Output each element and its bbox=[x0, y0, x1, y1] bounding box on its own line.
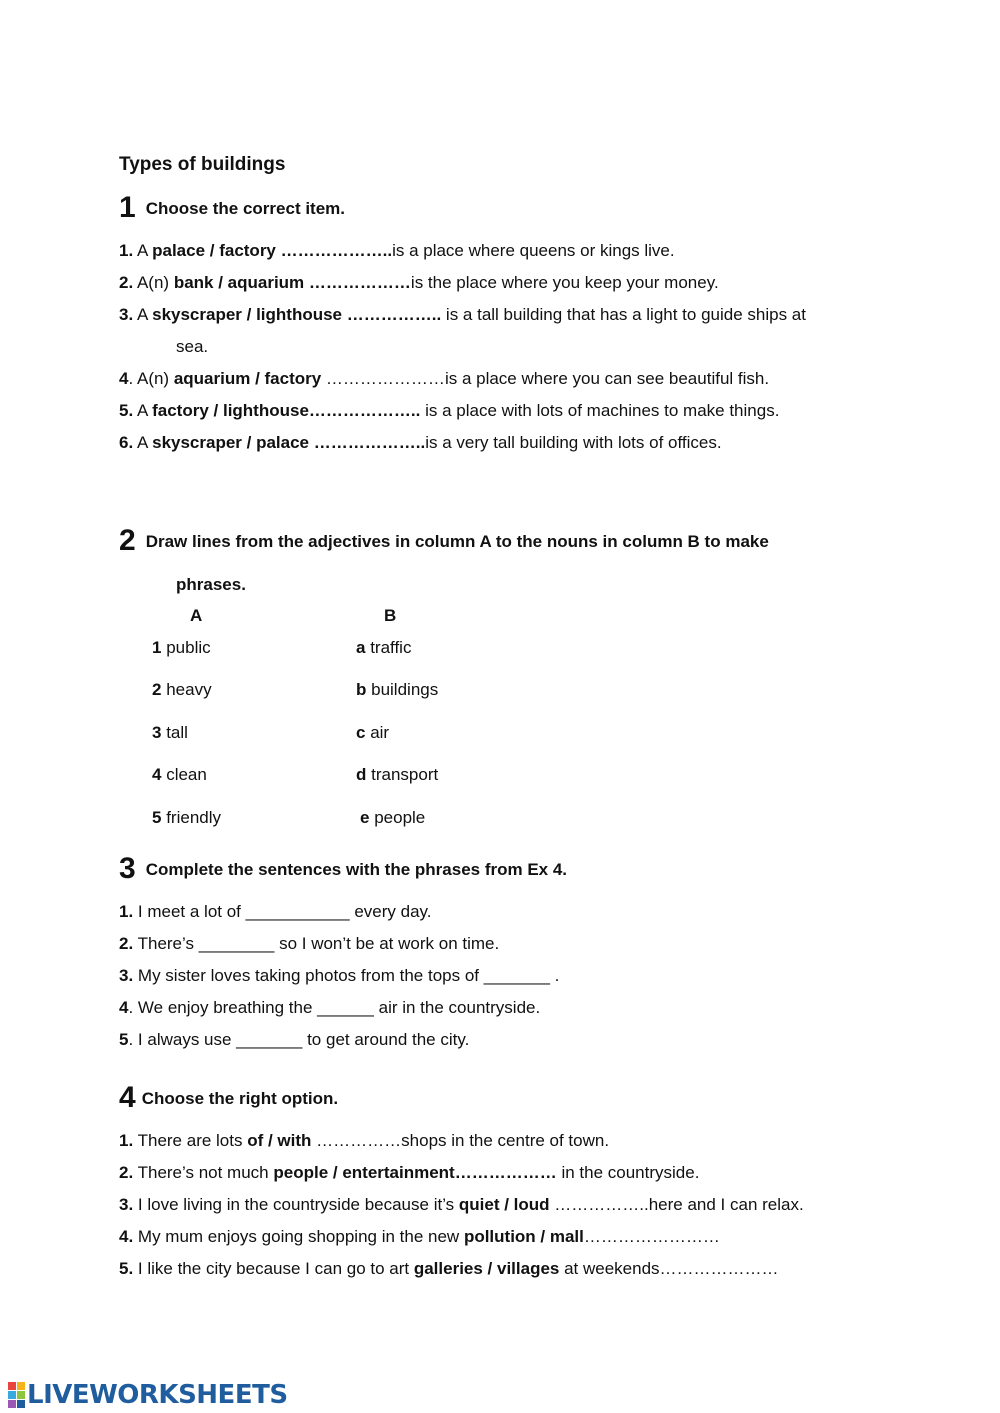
column-b-header: B bbox=[384, 606, 397, 625]
section-1-number: 1 bbox=[119, 191, 136, 224]
s4-item-4-pre: My mum enjoys going shopping in the new bbox=[133, 1227, 464, 1246]
col-b-item-c-word: air bbox=[370, 723, 390, 742]
section-1-heading bbox=[119, 191, 345, 225]
s4-item-1-options[interactable]: of / with bbox=[247, 1131, 312, 1150]
s3-item-2-num: 2. bbox=[119, 934, 134, 953]
s4-item-1 bbox=[119, 1131, 609, 1151]
s1-item-2-blank[interactable]: ……………… bbox=[304, 273, 411, 292]
s4-item-3 bbox=[119, 1195, 804, 1215]
s1-item-2-num: 2. bbox=[119, 273, 134, 292]
s1-item-3-continued: sea. bbox=[176, 337, 209, 356]
s4-item-3-post[interactable]: ……………..here and I can relax. bbox=[549, 1195, 804, 1214]
s1-item-3-blank[interactable]: …………….. bbox=[342, 305, 446, 324]
section-3-heading bbox=[119, 852, 567, 886]
s4-item-4 bbox=[119, 1227, 720, 1247]
s3-item-3-num: 3. bbox=[119, 966, 134, 985]
s1-item-3-post: is a tall building that has a light to guide ships at bbox=[445, 305, 806, 324]
s4-item-3-options[interactable]: quiet / loud bbox=[458, 1195, 550, 1214]
s3-item-3-text: My sister loves taking photos from the tops of _______ . bbox=[133, 966, 560, 985]
col-b-item-b-word: buildings bbox=[371, 680, 439, 699]
s1-item-4-pre: . A(n) bbox=[128, 369, 174, 388]
s4-item-5 bbox=[119, 1259, 779, 1279]
s1-item-6-pre: A bbox=[133, 433, 153, 452]
col-a-item-4[interactable] bbox=[152, 765, 207, 785]
logo-square-6 bbox=[17, 1400, 25, 1408]
s1-item-6-blank[interactable]: ……………….. bbox=[309, 433, 426, 452]
s4-item-2-options[interactable]: people / entertainment……………… bbox=[273, 1163, 557, 1182]
section-3-number: 3 bbox=[119, 852, 136, 885]
section-4-heading bbox=[119, 1081, 338, 1115]
s4-item-5-options[interactable]: galleries / villages bbox=[413, 1259, 560, 1278]
section-4-instruction: Choose the right option. bbox=[141, 1089, 339, 1108]
s1-item-4-num: 4 bbox=[119, 369, 129, 388]
col-b-item-c[interactable] bbox=[356, 723, 389, 743]
s4-item-4-post[interactable]: …………………… bbox=[583, 1227, 720, 1246]
s1-item-6 bbox=[119, 433, 722, 453]
s4-item-3-pre: I love living in the countryside because it’s bbox=[133, 1195, 459, 1214]
logo-square-2 bbox=[17, 1382, 25, 1390]
logo-square-1 bbox=[8, 1382, 16, 1390]
s3-item-5[interactable] bbox=[119, 1030, 469, 1050]
s4-item-5-pre: I like the city because I can go to art bbox=[133, 1259, 414, 1278]
s1-item-1-pre: A bbox=[133, 241, 153, 260]
s1-item-3 bbox=[119, 305, 806, 325]
s4-item-4-num: 4. bbox=[119, 1227, 134, 1246]
col-b-item-d-word: transport bbox=[371, 765, 439, 784]
s1-item-2 bbox=[119, 273, 719, 293]
s3-item-4-num: 4 bbox=[119, 998, 129, 1017]
s1-item-6-options[interactable]: skyscraper / palace bbox=[152, 433, 310, 452]
s1-item-3-num: 3. bbox=[119, 305, 134, 324]
section-2-heading bbox=[119, 524, 769, 558]
s1-item-1-blank[interactable]: ……………….. bbox=[275, 241, 393, 260]
col-b-item-d-key: d bbox=[356, 765, 367, 784]
section-3-instruction: Complete the sentences with the phrases from Ex 4. bbox=[145, 860, 568, 879]
s4-item-2-num: 2. bbox=[119, 1163, 134, 1182]
s3-item-1[interactable] bbox=[119, 902, 432, 922]
col-a-item-2-key: 2 bbox=[152, 680, 162, 699]
logo-square-5 bbox=[8, 1400, 16, 1408]
s1-item-3-pre: A bbox=[133, 305, 153, 324]
col-a-item-1[interactable] bbox=[152, 638, 211, 658]
s1-item-5-num: 5. bbox=[119, 401, 134, 420]
logo-square-4 bbox=[17, 1391, 25, 1399]
s1-item-1 bbox=[119, 241, 675, 261]
s1-item-5-options[interactable]: factory / lighthouse bbox=[152, 401, 309, 420]
col-b-item-a-key: a bbox=[356, 638, 366, 657]
s4-item-3-num: 3. bbox=[119, 1195, 134, 1214]
col-a-item-5[interactable] bbox=[152, 808, 221, 828]
s1-item-5-blank[interactable]: ……………….. bbox=[308, 401, 426, 420]
col-a-item-4-word: clean bbox=[166, 765, 207, 784]
section-1-instruction: Choose the correct item. bbox=[145, 199, 346, 218]
s1-item-2-post: is the place where you keep your money. bbox=[410, 273, 719, 292]
col-a-item-2-word: heavy bbox=[166, 680, 212, 699]
worksheet-title: Types of buildings bbox=[119, 154, 286, 175]
s3-item-3[interactable] bbox=[119, 966, 559, 986]
col-a-item-3[interactable] bbox=[152, 723, 188, 743]
col-a-item-1-key: 1 bbox=[152, 638, 162, 657]
col-a-item-2[interactable] bbox=[152, 680, 212, 700]
s1-item-6-num: 6. bbox=[119, 433, 134, 452]
s1-item-5-pre: A bbox=[133, 401, 153, 420]
liveworksheets-logo-icon bbox=[8, 1382, 25, 1408]
col-a-item-5-word: friendly bbox=[166, 808, 222, 827]
s4-item-2-pre: There’s not much bbox=[133, 1163, 274, 1182]
col-b-item-d[interactable] bbox=[356, 765, 438, 785]
s3-item-1-num: 1. bbox=[119, 902, 134, 921]
section-2-instruction-continued: phrases. bbox=[176, 575, 246, 594]
s4-item-1-post[interactable]: ……………shops in the centre of town. bbox=[311, 1131, 610, 1150]
s1-item-1-options[interactable]: palace / factory bbox=[152, 241, 276, 260]
logo-square-3 bbox=[8, 1391, 16, 1399]
s4-item-2-post: in the countryside. bbox=[556, 1163, 700, 1182]
col-a-item-1-word: public bbox=[166, 638, 211, 657]
col-a-item-3-word: tall bbox=[166, 723, 188, 742]
section-2-number: 2 bbox=[119, 524, 136, 557]
s1-item-2-pre: A(n) bbox=[133, 273, 174, 292]
col-a-item-4-key: 4 bbox=[152, 765, 162, 784]
liveworksheets-logo-text: LIVEWORKSHEETS bbox=[27, 1380, 288, 1410]
s1-item-5-post: is a place with lots of machines to make things. bbox=[425, 401, 780, 420]
s1-item-1-post: is a place where queens or kings live. bbox=[392, 241, 675, 260]
s3-item-2-text: There’s ________ so I won’t be at work on time. bbox=[133, 934, 500, 953]
s1-item-4-options[interactable]: aquarium / factory bbox=[173, 369, 322, 388]
col-b-item-e[interactable] bbox=[360, 808, 425, 828]
s4-item-1-num: 1. bbox=[119, 1131, 134, 1150]
col-b-item-c-key: c bbox=[356, 723, 366, 742]
column-a-header: A bbox=[190, 606, 203, 625]
s4-item-5-post[interactable]: at weekends………………… bbox=[559, 1259, 779, 1278]
col-a-item-5-key: 5 bbox=[152, 808, 162, 827]
s1-item-2-options[interactable]: bank / aquarium bbox=[173, 273, 305, 292]
s4-item-4-options[interactable]: pollution / mall bbox=[463, 1227, 584, 1246]
s1-item-6-post: is a very tall building with lots of offices. bbox=[425, 433, 722, 452]
col-b-item-b[interactable] bbox=[356, 680, 438, 700]
section-2-instruction: Draw lines from the adjectives in column A to the nouns in column B to make bbox=[145, 532, 769, 551]
s1-item-4-post: is a place where you can see beautiful fish. bbox=[444, 369, 770, 388]
s1-item-4 bbox=[119, 369, 769, 389]
s3-item-5-num: 5 bbox=[119, 1030, 129, 1049]
s3-item-4-text: . We enjoy breathing the ______ air in the countryside. bbox=[128, 998, 541, 1017]
col-b-item-e-word: people bbox=[374, 808, 426, 827]
s1-item-5 bbox=[119, 401, 779, 421]
liveworksheets-logo[interactable] bbox=[8, 1380, 288, 1410]
col-b-item-b-key: b bbox=[356, 680, 367, 699]
s4-item-2 bbox=[119, 1163, 699, 1183]
s3-item-5-text: . I always use _______ to get around the city. bbox=[128, 1030, 470, 1049]
s3-item-4[interactable] bbox=[119, 998, 540, 1018]
s4-item-5-num: 5. bbox=[119, 1259, 134, 1278]
col-a-item-3-key: 3 bbox=[152, 723, 162, 742]
s1-item-1-num: 1. bbox=[119, 241, 134, 260]
col-b-item-a-word: traffic bbox=[370, 638, 412, 657]
col-b-item-e-key: e bbox=[360, 808, 370, 827]
s1-item-4-blank[interactable]: ………………… bbox=[321, 369, 445, 388]
s3-item-2[interactable] bbox=[119, 934, 499, 954]
section-4-number: 4 bbox=[119, 1081, 136, 1114]
s3-item-1-text: I meet a lot of ___________ every day. bbox=[133, 902, 432, 921]
s1-item-3-options[interactable]: skyscraper / lighthouse bbox=[152, 305, 343, 324]
s4-item-1-pre: There are lots bbox=[133, 1131, 248, 1150]
col-b-item-a[interactable] bbox=[356, 638, 411, 658]
